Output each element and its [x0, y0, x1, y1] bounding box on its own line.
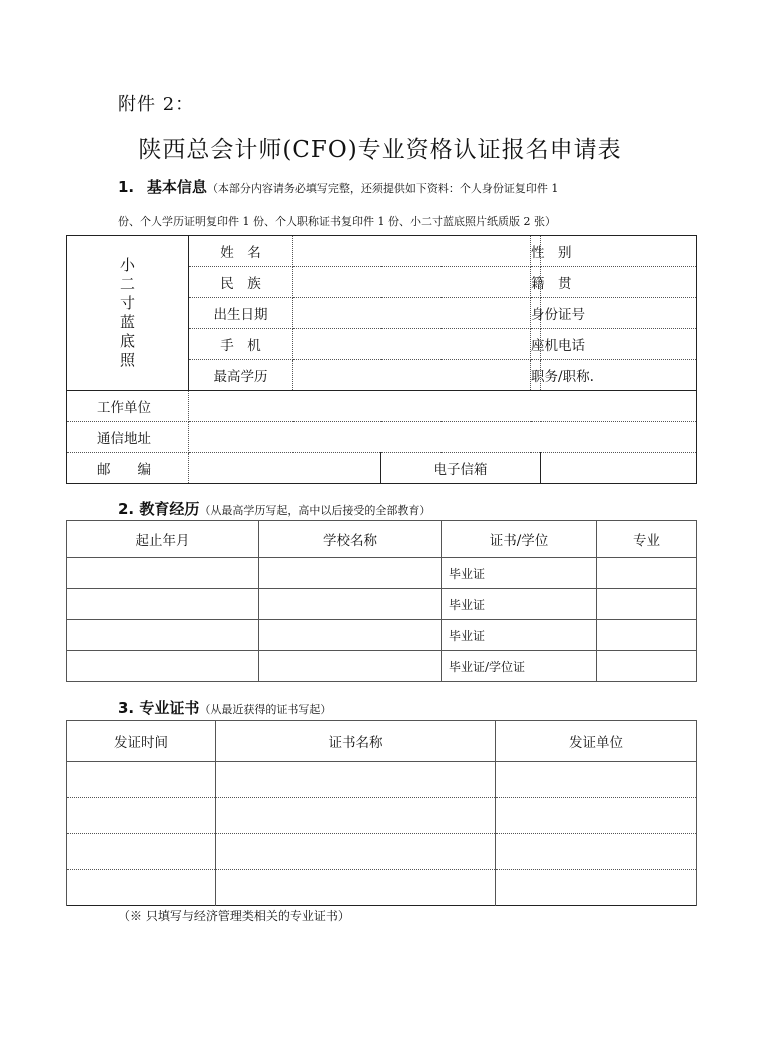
- table-row: [67, 870, 697, 906]
- certificates-table: [66, 720, 697, 906]
- photo-box: [67, 236, 189, 391]
- name-field[interactable]: [293, 236, 531, 267]
- table-row: [67, 762, 697, 798]
- issue-date-field[interactable]: [67, 870, 216, 906]
- postcode-field[interactable]: [189, 453, 381, 484]
- certificate-cell[interactable]: 毕业证/学位证: [442, 651, 597, 682]
- section1-note-a: （本部分内容请务必填写完整，还须提供如下资料：个人身份证复印件 1: [206, 182, 559, 195]
- school-field[interactable]: [259, 558, 442, 589]
- section2-heading: [118, 498, 430, 519]
- table-row: [67, 620, 697, 651]
- section1-note-b: 份、个人学历证明复印件 1 份、个人职称证书复印件 1 份、小二寸蓝底照片纸质版 2 张）: [118, 215, 556, 228]
- table-row: [67, 558, 697, 589]
- school-field[interactable]: [259, 620, 442, 651]
- id-number-label: 身份证号: [531, 298, 541, 329]
- major-field[interactable]: [597, 589, 697, 620]
- table-row: [67, 798, 697, 834]
- mobile-field[interactable]: [293, 329, 531, 360]
- section2-note: （从最高学历写起，高中以后接受的全部教育）: [199, 504, 431, 517]
- cert-name-field[interactable]: [216, 834, 496, 870]
- ethnicity-label: 民 族: [189, 267, 293, 298]
- cert-name-field[interactable]: [216, 798, 496, 834]
- col-school: 学校名称: [259, 521, 442, 558]
- col-certificate: 证书/学位: [442, 521, 597, 558]
- col-period: 起止年月: [67, 521, 259, 558]
- period-field[interactable]: [67, 589, 259, 620]
- major-field[interactable]: [597, 651, 697, 682]
- certificate-footnote: （※ 只填写与经济管理类相关的专业证书）: [118, 909, 350, 923]
- landline-label: 座机电话: [531, 329, 541, 360]
- issue-date-field[interactable]: [67, 762, 216, 798]
- ethnicity-field[interactable]: [293, 267, 531, 298]
- certificate-cell[interactable]: 毕业证: [442, 589, 597, 620]
- col-issue-date: 发证时间: [67, 721, 216, 762]
- major-field[interactable]: [597, 620, 697, 651]
- issuer-field[interactable]: [496, 798, 697, 834]
- mobile-label: 手 机: [189, 329, 293, 360]
- issuer-field[interactable]: [496, 834, 697, 870]
- cert-name-field[interactable]: [216, 870, 496, 906]
- native-place-label: 籍 贯: [531, 267, 541, 298]
- attachment-label: 附件 2：: [118, 94, 195, 115]
- school-field[interactable]: [259, 651, 442, 682]
- issue-date-field[interactable]: [67, 798, 216, 834]
- education-table: [66, 520, 697, 682]
- address-label: 通信地址: [67, 422, 189, 453]
- education-label: 最高学历: [189, 360, 293, 391]
- email-field[interactable]: [541, 453, 697, 484]
- period-field[interactable]: [67, 651, 259, 682]
- work-unit-field[interactable]: [189, 391, 697, 422]
- issuer-field[interactable]: [496, 762, 697, 798]
- issuer-field[interactable]: [496, 870, 697, 906]
- col-major: 专业: [597, 521, 697, 558]
- title-label: 职务/职称.: [531, 360, 541, 391]
- education-field[interactable]: [293, 360, 531, 391]
- work-unit-label: 工作单位: [67, 391, 189, 422]
- postcode-label: 邮 编: [67, 453, 189, 484]
- birthdate-label: 出生日期: [189, 298, 293, 329]
- email-label: 电子信箱: [381, 453, 541, 484]
- table-row: [67, 589, 697, 620]
- gender-label: 性 别: [531, 236, 541, 267]
- school-field[interactable]: [259, 589, 442, 620]
- basic-info-table: [66, 235, 697, 484]
- section3-note: （从最近获得的证书写起）: [199, 703, 332, 716]
- section1-title: 基本信息: [146, 178, 207, 196]
- form-title: 陕西总会计师(CFO)专业资格认证报名申请表: [138, 137, 622, 163]
- section1-heading: [118, 176, 558, 197]
- table-row: [67, 834, 697, 870]
- col-cert-name: 证书名称: [216, 721, 496, 762]
- birthdate-field[interactable]: [293, 298, 531, 329]
- issue-date-field[interactable]: [67, 834, 216, 870]
- section3-heading: [118, 697, 331, 718]
- certificate-cell[interactable]: 毕业证: [442, 620, 597, 651]
- address-field[interactable]: [189, 422, 697, 453]
- period-field[interactable]: [67, 558, 259, 589]
- section2-title: 2. 教育经历: [118, 500, 200, 518]
- cert-name-field[interactable]: [216, 762, 496, 798]
- table-row: [67, 651, 697, 682]
- photo-label: 小二寸蓝底照: [119, 256, 135, 369]
- major-field[interactable]: [597, 558, 697, 589]
- name-label: 姓 名: [189, 236, 293, 267]
- section1-number: 1.: [118, 178, 135, 196]
- section3-title: 3. 专业证书: [118, 699, 200, 717]
- certificate-cell[interactable]: 毕业证: [442, 558, 597, 589]
- col-issuer: 发证单位: [496, 721, 697, 762]
- period-field[interactable]: [67, 620, 259, 651]
